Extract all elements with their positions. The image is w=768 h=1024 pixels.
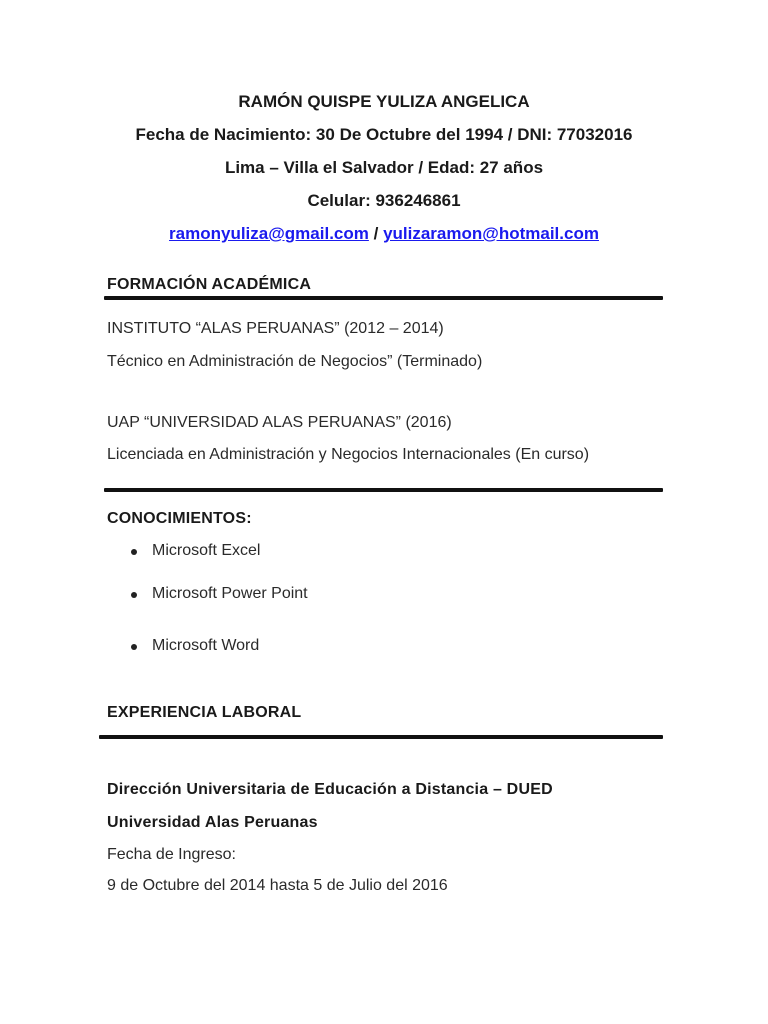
email-separator: / — [368, 224, 384, 243]
bullet-icon — [131, 644, 137, 650]
skills-section-title: CONOCIMIENTOS: — [107, 510, 252, 527]
experience-date-range: 9 de Octubre del 2014 hasta 5 de Julio del 2016 — [107, 877, 448, 894]
experience-department: Dirección Universitaria de Educación a Distancia – DUED — [107, 781, 553, 798]
skill-item: Microsoft Word — [152, 637, 260, 654]
email-line — [0, 224, 768, 244]
experience-date-label: Fecha de Ingreso: — [107, 846, 236, 863]
section-divider — [99, 735, 663, 739]
bullet-icon — [131, 549, 137, 555]
skill-item: Microsoft Power Point — [152, 585, 308, 602]
section-divider — [104, 488, 663, 492]
bullet-icon — [131, 592, 137, 598]
skill-item: Microsoft Excel — [152, 542, 261, 559]
email-link-gmail[interactable]: ramonyuliza@gmail.com — [169, 224, 369, 243]
candidate-name: RAMÓN QUISPE YULIZA ANGELICA — [238, 92, 530, 111]
phone-line: Celular: 936246861 — [307, 191, 461, 210]
email-link-hotmail[interactable]: yulizaramon@hotmail.com — [383, 224, 599, 243]
education-institution: UAP “UNIVERSIDAD ALAS PERUANAS” (2016) — [107, 414, 452, 431]
education-degree: Técnico en Administración de Negocios” (Terminado) — [107, 353, 483, 370]
experience-section-title: EXPERIENCIA LABORAL — [107, 704, 302, 721]
section-divider — [104, 296, 663, 300]
education-section-title: FORMACIÓN ACADÉMICA — [107, 276, 312, 293]
experience-organization: Universidad Alas Peruanas — [107, 814, 318, 831]
birth-dni-line: Fecha de Nacimiento: 30 De Octubre del 1994 / DNI: 77032016 — [135, 125, 633, 144]
location-age-line: Lima – Villa el Salvador / Edad: 27 años — [224, 158, 544, 177]
education-institution: INSTITUTO “ALAS PERUANAS” (2012 – 2014) — [107, 320, 444, 337]
education-degree: Licenciada en Administración y Negocios Internacionales (En curso) — [107, 446, 590, 463]
